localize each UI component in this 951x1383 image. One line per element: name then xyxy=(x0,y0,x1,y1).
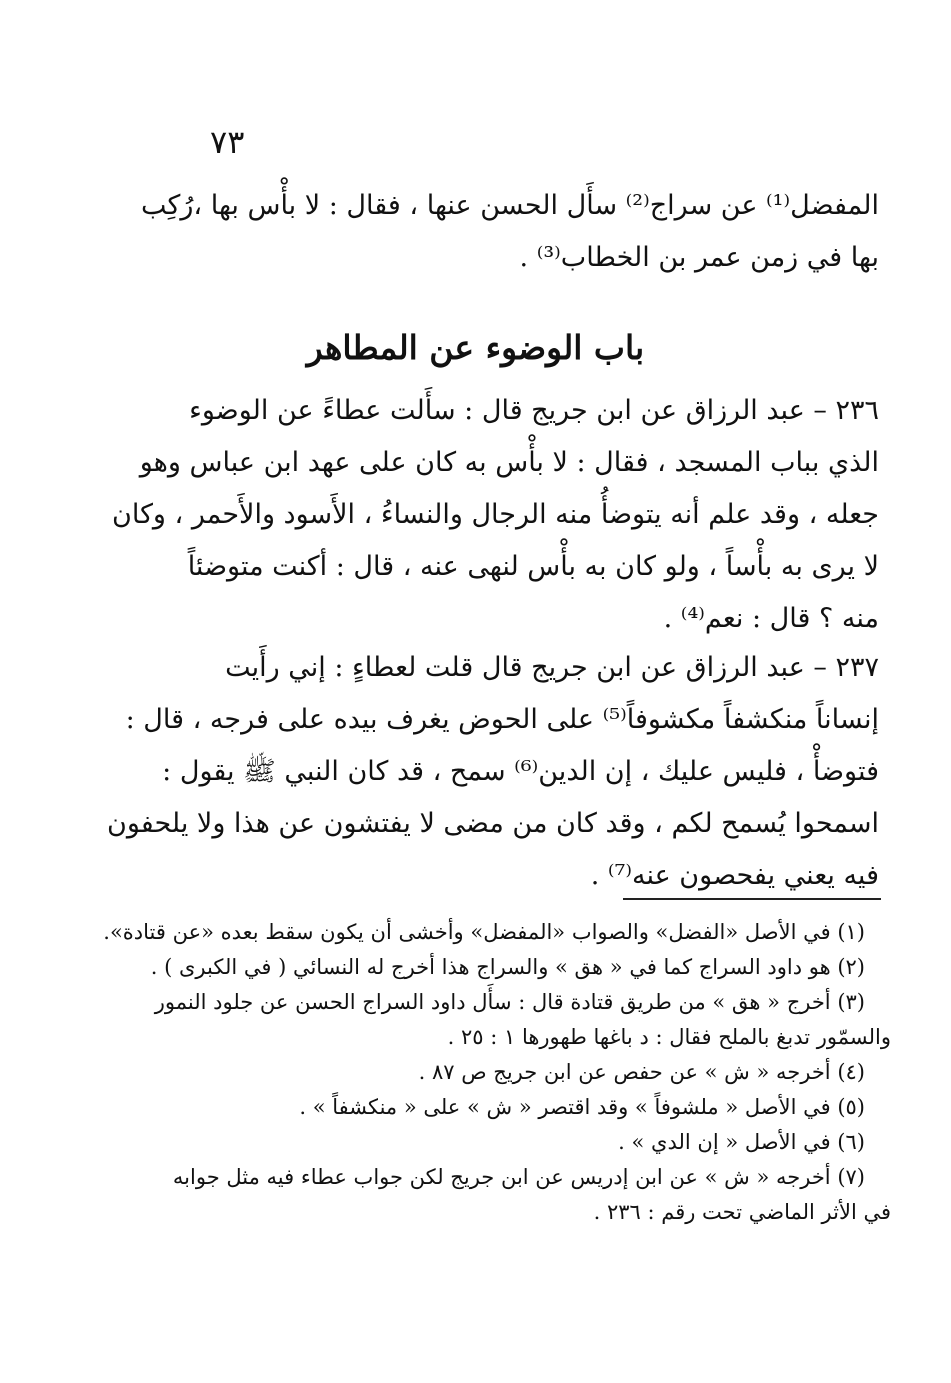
footnotes xyxy=(103,915,891,1230)
text-line: ٢٣٦ – عبد الرزاق عن ابن جريج قال : سأَلت عطاءً عن الوضوء xyxy=(189,395,879,426)
text-line: لا يرى به بأْساً ، ولو كان به بأْس لنهى عنه ، قال : أكنت متوضئاً xyxy=(187,551,879,582)
text-line: الذي بباب المسجد ، فقال : لا بأْس به كان على عهد ابن عباس وهو xyxy=(139,447,879,478)
text-line: المفضل⁽¹⁾ عن سراج⁽²⁾ سأَل الحسن عنها ، فقال : لا بأْس بها ،رُكِب xyxy=(141,190,879,221)
footnote-7: (٧) أخرجه « ش » عن ابن إدريس عن ابن جريج لكن جواب عطاء فيه مثل جوابه xyxy=(172,1165,865,1189)
footnote-1: (١) في الأصل «الفضل» والصواب «المفضل» وأخشى أن يكون سقط بعده «عن قتادة». xyxy=(103,920,865,944)
hadith-237 xyxy=(107,642,879,902)
text-line: بها في زمن عمر بن الخطاب⁽³⁾ . xyxy=(519,242,879,273)
text-line: فيه يعني يفحصون عنه⁽⁷⁾ . xyxy=(590,860,879,891)
text-line: إنساناً منكشفاً مكشوفاً⁽⁵⁾ على الحوض يغرف بيده على فرجه ، قال : xyxy=(125,704,879,735)
paragraph-continuation xyxy=(141,180,879,284)
footnote-3: (٣) أخرج « هق » من طريق قتادة قال : سأَل داود السراج الحسن عن جلود النمور xyxy=(154,990,865,1014)
text-line: فتوضأْ ، فليس عليك ، إن الدين⁽⁶⁾ سمح ، قد كان النبي ﷺ يقول : xyxy=(162,756,879,787)
footnote-2: (٢) هو داود السراج كما في « هق » والسراج هذا أخرج له النسائي ( في الكبرى ) . xyxy=(150,955,865,979)
hadith-236 xyxy=(112,385,879,645)
text-line: ٢٣٧ – عبد الرزاق عن ابن جريج قال قلت لعطاءٍ : إني رأَيت xyxy=(225,652,879,683)
section-heading: باب الوضوء عن المطاهر xyxy=(306,328,645,367)
text-line: اسمحوا يُسمح لكم ، وقد كان من مضى لا يفتشون عن هذا ولا يلحفون xyxy=(107,808,879,839)
footnote-separator xyxy=(623,898,881,900)
text-line: جعله ، وقد علم أنه يتوضأُ منه الرجال والنساءُ ، الأَسود والأَحمر ، وكان xyxy=(112,499,879,530)
footnote-3-continuation: والسمّور تدبغ بالملح فقال : د باغها طهورها ١ : ٢٥ . xyxy=(447,1025,891,1049)
page-number: ٧٣ xyxy=(210,123,245,161)
footnote-7-continuation: في الأثر الماضي تحت رقم : ٢٣٦ . xyxy=(593,1200,891,1224)
text-line: منه ؟ قال : نعم⁽⁴⁾ . xyxy=(663,603,879,634)
footnote-6: (٦) في الأصل « إن الدي » . xyxy=(618,1130,865,1154)
footnote-5: (٥) في الأصل « ملشوفاً » وقد اقتصر « ش » على « منكشفاً » . xyxy=(299,1095,865,1119)
footnote-4: (٤) أخرجه « ش » عن حفص عن ابن جريج ص ٨٧ . xyxy=(418,1060,865,1084)
